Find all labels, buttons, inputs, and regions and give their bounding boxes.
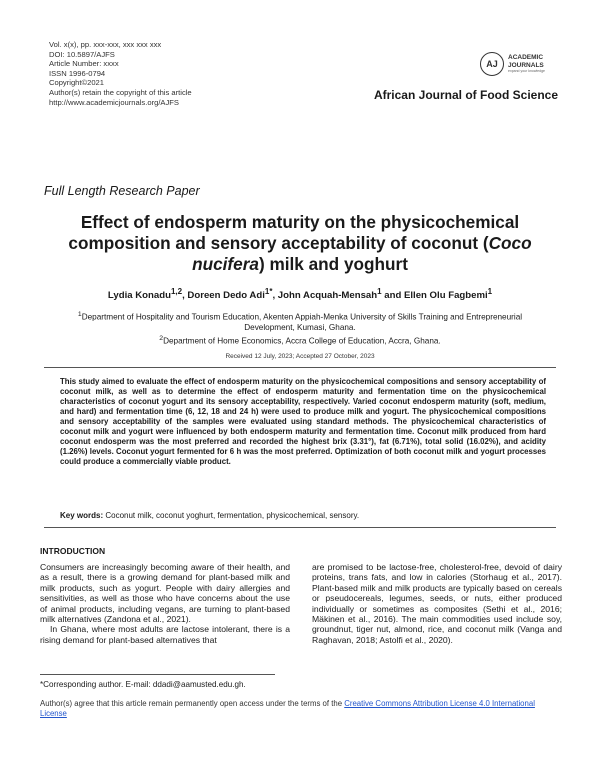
article-metadata (49, 40, 192, 107)
author-list: Lydia Konadu$^{1,2}$, Doreen Dedo Adi$^{1*}$, John Acquah-Mensah$^1$ and Ellen Olu Fagbemi$^1$ (107, 287, 493, 302)
license-statement (40, 699, 560, 719)
author-name: John Acquah-Mensah (277, 290, 378, 302)
title-text: Effect of endosperm maturity on the physicochemical composition and sensory acceptability of coconut ( (68, 212, 520, 253)
intro-paragraph: are promised to be lactose-free, cholesterol-free, devoid of dairy proteins, trans fats, and low in calories (Storhaug et al., 2017). Plant-based milk and milk products are typically based on cereals or pseudocereals, legumes, seeds, or nuts, either produced individually or sometimes as composites (Sethi et al., 2016; Mäkinen et al., 2016). The main commodities used include soy, groundnut, tiger nut, almond, rice, and coconut milk (Vanga and Raghavan, 2018; Astolfi et al., 2020). (312, 562, 562, 645)
intro-left-column (40, 562, 290, 645)
meta-doi: DOI: 10.5897/AJFS (49, 49, 115, 59)
affiliation-1-sup: 1 (77, 311, 82, 318)
intro-right-column (312, 562, 562, 645)
journal-name: African Journal of Food Science (373, 88, 558, 102)
author-affil: 1 (377, 287, 382, 296)
license-link[interactable]: Creative Commons Attribution License 4.0 International License (40, 699, 535, 718)
paper-title (40, 212, 560, 275)
affiliation-2-sup: 2 (159, 334, 164, 342)
paper-type: Full Length Research Paper (44, 184, 200, 198)
abstract-top-rule (44, 367, 556, 368)
keywords (60, 511, 546, 520)
keywords-label: Key words: (60, 511, 104, 520)
abstract: This study aimed to evaluate the effect of endosperm maturity on the physicochemical compositions and sensory acceptability of coconut milk, as well as to determine the effect of endosperm maturity and fermentation time on the physicochemical characteristics of coconut yogurt and its sensory acceptability, respectively. Varied coconut endosperm maturity (soft, medium, and hard) and fermentation time (6, 12, 18 and 24 h) were used to produce milk and yogurt. The physicochemical compositions and sensory acceptability of the samples were evaluated using standard methods. The physicochemical characteristics of coconut milk and yogurt were influenced by both endosperm maturity and fermentation time. Coconut milk produced from hard coconut endosperm was the most preferred and recorded the highest brix (3.31°), fat (6.71%), total solid (16.02%), and acidity (1.26%) levels. Coconut yogurt fermented for 6 h was the most preferred. Optimization of both coconut milk and yogurt processes could produce a commercially viable product. (60, 377, 546, 466)
affiliation-1 (60, 310, 540, 334)
footnote-rule (40, 674, 275, 675)
section-heading-introduction: INTRODUCTION (40, 546, 106, 556)
keywords-text: Coconut milk, coconut yoghurt, fermentation, physicochemical, sensory. (105, 511, 360, 520)
meta-volume: Vol. x(x), pp. xxx-xxx, xxx xxx xxx (49, 40, 162, 49)
title-species: Coco nucifera (192, 233, 532, 274)
received-accepted-dates: Received 12 July, 2023; Accepted 27 October, 2023 (225, 353, 375, 360)
author-affil: 1 (487, 287, 493, 296)
author-affil: 1* (264, 287, 273, 296)
affiliation-2-text: Department of Home Economics, Accra College of Education, Accra, Ghana. (163, 336, 441, 346)
license-text: Author(s) agree that this article remain permanently open access under the terms of the (40, 699, 345, 708)
affiliations (60, 310, 540, 347)
author-affil: 1,2 (170, 287, 183, 296)
author-name: Doreen Dedo Adi (187, 290, 265, 302)
keywords-bottom-rule (44, 527, 556, 528)
intro-paragraph: In Ghana, where most adults are lactose intolerant, there is a rising demand for plant-based alternatives that (40, 624, 290, 645)
meta-article-number: Article Number: xxxx (49, 59, 119, 69)
meta-copyright: Copyright©2021 (49, 78, 104, 88)
intro-paragraph: Consumers are increasingly becoming aware of their health, and as a result, there is a growing demand for plant-based milk and milk products, such as yogurt. People with dairy allergies and sensitivities, as well as those who have concerns about the use of animal products, including vegans, are turning to plant-based milk alternatives (Zandona et al., 2021). (40, 562, 290, 625)
logo-wordmark (508, 54, 544, 69)
academic-journals-logo (480, 52, 590, 82)
author-name: Lydia Konadu (107, 290, 171, 302)
logo-line1: ACADEMIC (508, 54, 544, 61)
logo-line2: JOURNALS (508, 61, 544, 69)
affiliation-2 (60, 334, 540, 347)
logo-mark-icon: AJ (480, 52, 504, 76)
meta-url[interactable]: http://www.academicjournals.org/AJFS (49, 97, 179, 107)
meta-issn: ISSN 1996-0794 (49, 68, 106, 78)
title-text-end: ) milk and yoghurt (258, 254, 408, 274)
meta-retain: Author(s) retain the copyright of this article (49, 87, 192, 97)
affiliation-1-text: Department of Hospitality and Tourism Education, Akenten Appiah-Menka University of Skills Training and Entrepreneurial Development, Kumasi, Ghana. (81, 312, 523, 333)
corresponding-author: *Corresponding author. E-mail: ddadi@aamusted.edu.gh. (40, 680, 246, 689)
logo-tagline: expand your knowledge (508, 69, 545, 73)
author-name: Ellen Olu Fagbemi (403, 290, 488, 302)
